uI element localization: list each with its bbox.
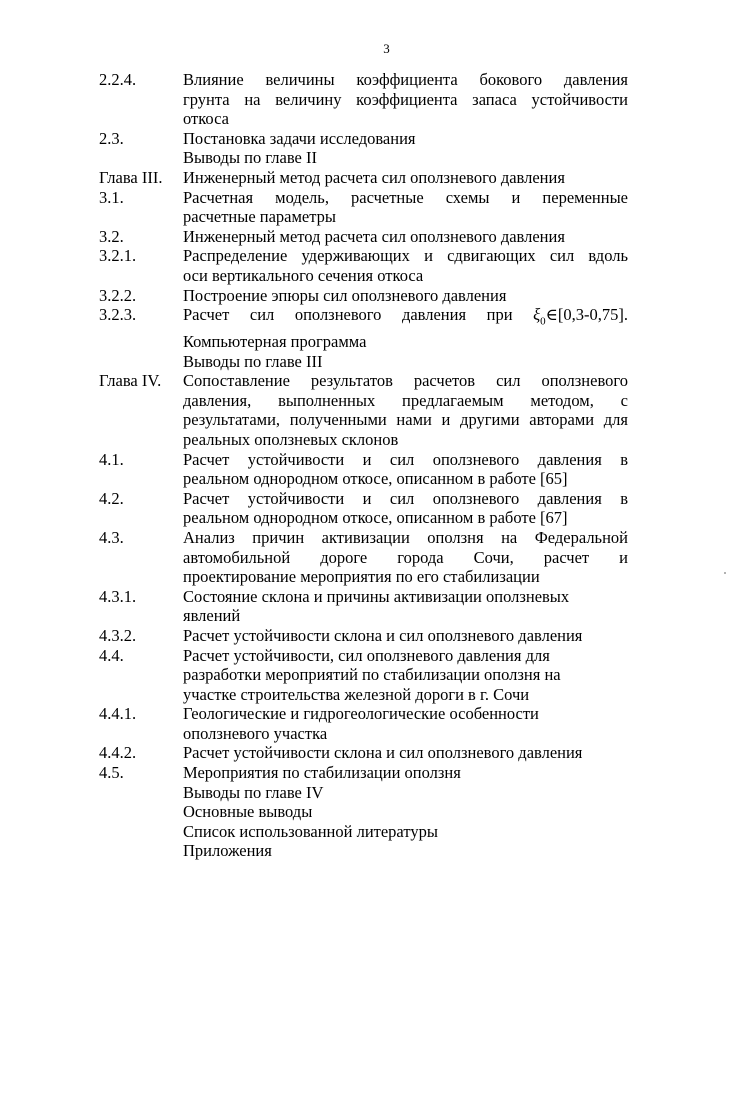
toc-title-line: Основные выводы: [183, 802, 313, 822]
toc-title-line: оси вертикального сечения откоса: [183, 265, 424, 285]
toc-title-line: явлений: [183, 606, 241, 626]
toc-title-line: Расчет устойчивости склона и сил оползневого давления: [183, 625, 583, 645]
formula-range: [0,3-0,75].: [557, 305, 628, 325]
toc-entry-title: [183, 704, 628, 743]
toc-entry-3-2-3: [0, 305, 733, 351]
toc-title-line: Распределение удерживающих и сдвигающих сил вдоль: [183, 246, 628, 266]
toc-entry-title: [183, 802, 628, 822]
toc-entry-title: [183, 305, 628, 351]
toc-entry-2-3: [0, 129, 733, 149]
toc-entry-chapter-4: [0, 371, 733, 449]
toc-entry-4-3: [0, 528, 733, 587]
toc-title-line: Анализ причин активизации оползня на Федеральной: [183, 527, 628, 547]
toc-entry-number: 4.3.2.: [99, 625, 137, 645]
toc-title-line: автомобильной дороге города Сочи, расчет и: [183, 547, 628, 567]
toc-title-line: давления, выполненных предлагаемым методом, с: [183, 390, 628, 410]
toc-title-line: Геологические и гидрогеологические особенности: [183, 704, 539, 724]
toc-title-line: разработки мероприятий по стабилизации оползня на: [183, 665, 561, 685]
toc-title-line: Расчет устойчивости склона и сил оползневого давления: [183, 743, 583, 763]
toc-entry-title: [183, 743, 628, 763]
toc-entry-3-2: [0, 227, 733, 247]
toc-entry-conclusions-2: [0, 148, 733, 168]
toc-entry-4-4-2: [0, 743, 733, 763]
toc-entry-number: 3.2.2.: [99, 285, 137, 305]
scan-speck: [724, 572, 726, 574]
toc-entry-4-1: [0, 450, 733, 489]
formula-relation: ∈: [545, 305, 558, 325]
toc-entry-title: [183, 841, 628, 861]
toc-title-line: Влияние величины коэффициента бокового давления: [183, 70, 628, 89]
toc-title-line: оползневого участка: [183, 723, 328, 743]
toc-title-line: Мероприятия по стабилизации оползня: [183, 763, 461, 783]
toc-title-line: Выводы по главе II: [183, 148, 317, 168]
toc-entry-title: [183, 587, 628, 626]
formula: [533, 305, 628, 328]
toc-title-line: [183, 305, 628, 332]
toc-entry-number: Глава IV.: [99, 371, 162, 391]
toc-title-line: результатами, полученными нами и другими авторами для: [183, 410, 628, 430]
toc-title-line: Компьютерная программа: [183, 332, 367, 352]
toc-entry-title: [183, 188, 628, 227]
toc-entry-appendices: [0, 841, 733, 861]
toc-title-line: Расчет устойчивости, сил оползневого давления для: [183, 645, 550, 665]
toc-entry-conclusions-4: [0, 783, 733, 803]
toc-entry-number: 4.4.1.: [99, 704, 137, 724]
toc-title-line: участке строительства железной дороги в г. Сочи: [183, 684, 530, 704]
toc-title-line: реальном однородном откосе, описанном в работе [65]: [183, 469, 568, 489]
toc-title-line: Состояние склона и причины активизации оползневых: [183, 586, 570, 606]
toc-title-line: Приложения: [183, 841, 272, 861]
toc-title-line: Расчетная модель, расчетные схемы и переменные: [183, 187, 628, 207]
toc-entry-number: 4.3.: [99, 527, 124, 547]
toc-title-line: проектирование мероприятия по его стабилизации: [183, 567, 540, 587]
toc-entry-conclusions-3: [0, 352, 733, 372]
toc-entry-number: 3.2.3.: [99, 305, 137, 325]
toc-entry-title: [183, 286, 628, 306]
toc-entry-title: [183, 528, 628, 587]
toc-entry-2-2-4: [0, 70, 733, 129]
toc-entry-title: [183, 227, 628, 247]
toc-title-line: Постановка задачи исследования: [183, 128, 416, 148]
toc-entry-title: [183, 763, 628, 783]
toc-entry-title: [183, 371, 628, 449]
toc-entry-4-3-2: [0, 626, 733, 646]
toc-entry-title: [183, 70, 628, 129]
toc-title-text: Расчет сил оползневого давления при: [183, 305, 513, 325]
toc-entry-3-1: [0, 188, 733, 227]
toc-entry-title: [183, 489, 628, 528]
toc-entry-number: 3.2.: [99, 226, 124, 246]
toc-entry-number: 4.3.1.: [99, 586, 137, 606]
table-of-contents: [0, 70, 733, 861]
toc-entry-title: [183, 352, 628, 372]
toc-entry-number: 2.3.: [99, 128, 124, 148]
toc-entry-title: [183, 148, 628, 168]
toc-entry-title: [183, 783, 628, 803]
toc-entry-4-4-1: [0, 704, 733, 743]
formula-subscript: 0: [540, 315, 546, 328]
toc-title-line: Выводы по главе III: [183, 351, 323, 371]
toc-entry-title: [183, 168, 628, 188]
toc-title-line: реальном однородном откосе, описанном в работе [67]: [183, 508, 568, 528]
toc-entry-title: [183, 822, 628, 842]
toc-title-line: Расчет устойчивости и сил оползневого давления в: [183, 449, 628, 469]
toc-title-line: Инженерный метод расчета сил оползневого давления: [183, 226, 565, 246]
toc-title-line: Расчет устойчивости и сил оползневого давления в: [183, 488, 628, 508]
toc-entry-number: Глава III.: [99, 167, 163, 187]
toc-entry-number: 3.2.1.: [99, 246, 137, 266]
toc-entry-number: 4.2.: [99, 488, 124, 508]
toc-title-line: реальных оползневых склонов: [183, 429, 399, 449]
toc-entry-number: 3.1.: [99, 187, 124, 207]
toc-entry-4-4: [0, 646, 733, 705]
toc-entry-title: [183, 129, 628, 149]
toc-entry-3-2-1: [0, 246, 733, 285]
toc-entry-4-2: [0, 489, 733, 528]
toc-entry-main-conclusions: [0, 802, 733, 822]
toc-title-line: грунта на величину коэффициента запаса устойчивости: [183, 89, 628, 109]
toc-entry-number: 4.1.: [99, 449, 124, 469]
toc-title-line: расчетные параметры: [183, 207, 337, 227]
toc-title-line: откоса: [183, 109, 229, 129]
toc-entry-number: 2.2.4.: [99, 70, 137, 89]
formula-symbol: ξ: [533, 305, 541, 325]
page-number: 3: [383, 41, 390, 56]
toc-entry-4-3-1: [0, 587, 733, 626]
toc-title-line: Инженерный метод расчета сил оползневого давления: [183, 167, 565, 187]
toc-entry-number: 4.5.: [99, 763, 124, 783]
toc-entry-title: [183, 646, 628, 705]
toc-entry-title: [183, 450, 628, 489]
toc-entry-3-2-2: [0, 286, 733, 306]
toc-title-line: Построение эпюры сил оползневого давления: [183, 285, 507, 305]
toc-title-line: Список использованной литературы: [183, 821, 438, 841]
toc-entry-4-5: [0, 763, 733, 783]
toc-entry-references: [0, 822, 733, 842]
toc-entry-number: 4.4.: [99, 645, 124, 665]
toc-entry-title: [183, 626, 628, 646]
toc-title-line: Выводы по главе IV: [183, 782, 324, 802]
toc-entry-chapter-3: [0, 168, 733, 188]
toc-entry-number: 4.4.2.: [99, 743, 137, 763]
toc-title-line: Сопоставление результатов расчетов сил оползневого: [183, 371, 628, 391]
toc-entry-title: [183, 246, 628, 285]
